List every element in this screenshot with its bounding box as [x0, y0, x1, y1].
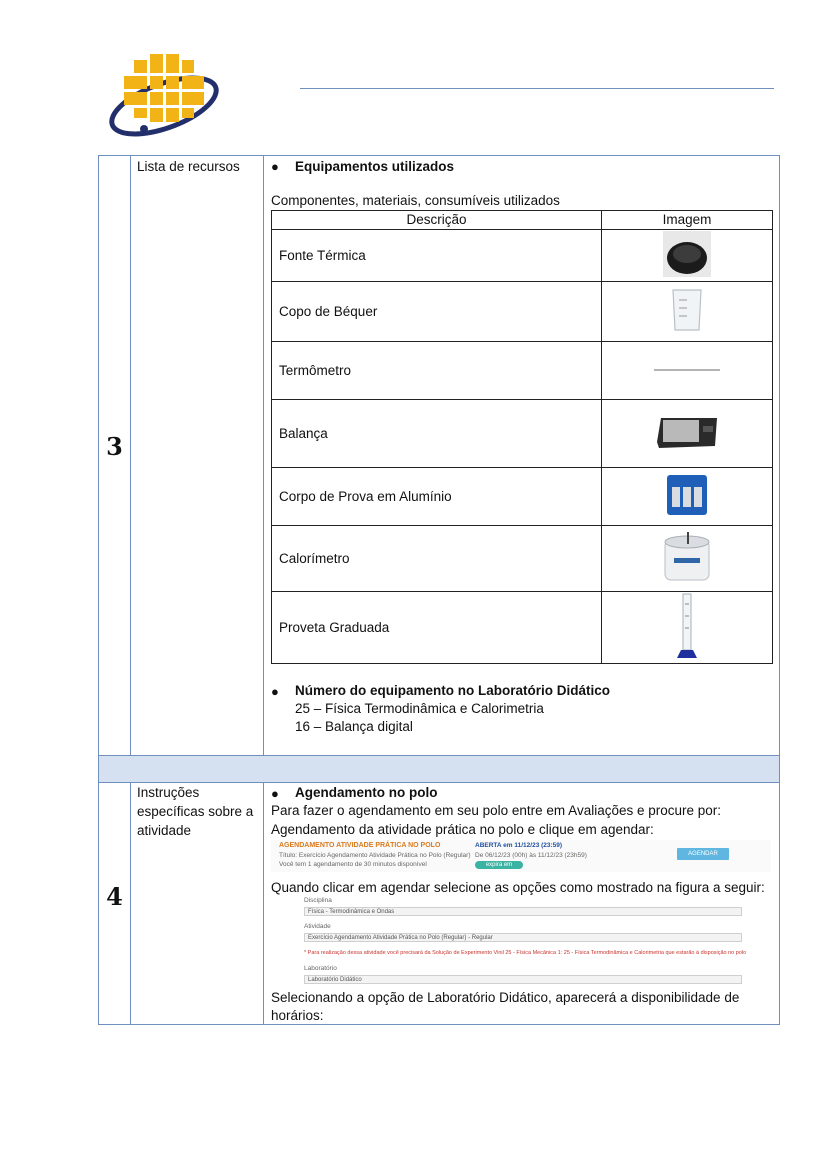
table-row	[272, 526, 773, 592]
field-label: Atividade	[304, 923, 331, 930]
bullet: ●	[271, 786, 279, 801]
instruction-text: Agendamento da atividade prática no polo e clique em agendar:	[271, 822, 654, 837]
selection-screenshot	[304, 897, 747, 987]
lab-item: 16 – Balança digital	[295, 719, 413, 734]
table-row	[272, 282, 773, 342]
screenshot-text: Você tem 1 agendamento de 30 minutos disponível	[279, 861, 427, 868]
thermometer-photo-icon	[652, 365, 722, 375]
row-number: 3	[106, 432, 123, 461]
instruction-text: Selecionando a opção de Laboratório Didático, aparecerá a disponibilidade de	[271, 990, 740, 1005]
graduated-cylinder-photo-icon	[672, 592, 702, 660]
equipment-heading: Equipamentos utilizados	[295, 159, 455, 174]
components-title: Componentes, materiais, consumíveis utilizados	[271, 193, 560, 208]
scheduling-screenshot	[271, 840, 771, 876]
table-row	[272, 592, 773, 664]
discipline-select[interactable]: Física - Termodinâmica e Ondas	[304, 907, 742, 916]
screenshot-status: ABERTA em 11/12/23 (23:59)	[475, 842, 563, 849]
screenshot-title: AGENDAMENTO ATIVIDADE PRÁTICA NO POLO	[279, 842, 441, 849]
table-header-image: Imagem	[602, 211, 773, 230]
activity-select[interactable]: Exercício Agendamento Atividade Prática no Polo (Regular) - Regular	[304, 933, 742, 942]
row-label: Lista de recursos	[137, 159, 240, 174]
row-divider	[99, 755, 779, 756]
screenshot-text: Título: Exercício Agendamento Atividade Prática no Polo (Regular)	[279, 852, 471, 859]
instruction-text: Para fazer o agendamento em seu polo entre em Avaliações e procure por:	[271, 803, 722, 818]
row-label: Instruções específicas sobre a atividade	[137, 785, 254, 838]
item-name: Fonte Térmica	[272, 230, 602, 282]
item-name: Copo de Béquer	[272, 282, 602, 342]
item-name: Termômetro	[272, 342, 602, 400]
bullet: ●	[271, 159, 279, 174]
schedule-button[interactable]: AGENDAR	[677, 848, 729, 860]
laboratory-select[interactable]: Laboratório Didático	[304, 975, 742, 984]
field-label: Laboratório	[304, 965, 337, 972]
separator-band	[99, 755, 779, 782]
table-row	[272, 230, 773, 282]
aluminum-specimen-photo-icon	[665, 473, 709, 517]
scale-photo-icon	[655, 412, 719, 452]
item-name: Proveta Graduada	[272, 592, 602, 664]
item-name: Calorímetro	[272, 526, 602, 592]
globe-logo-icon	[108, 50, 226, 138]
beaker-photo-icon	[667, 286, 707, 334]
row-number: 4	[106, 882, 123, 911]
lab-item: 25 – Física Termodinâmica e Calorimetria	[295, 701, 544, 716]
bullet: ●	[271, 684, 279, 699]
column-divider	[130, 156, 131, 1024]
scheduling-heading: Agendamento no polo	[295, 785, 438, 800]
table-row	[272, 342, 773, 400]
requirement-note: * Para realização dessa atividade você precisará da Solução de Experimento Vinil 25 - Física Mecânica 1: 25 - Física Termodinâmica e Calorimetria que estarão à disposição no polo	[304, 950, 747, 956]
column-divider	[263, 156, 264, 1024]
field-label: Disciplina	[304, 897, 332, 904]
table-row	[272, 468, 773, 526]
table-row	[272, 400, 773, 468]
instruction-text: horários:	[271, 1008, 324, 1023]
heat-source-photo-icon	[662, 230, 712, 278]
header-rule	[300, 88, 774, 89]
content-table	[98, 155, 780, 1025]
screenshot-text: De 06/12/23 (00h) às 11/12/23 (23h59)	[475, 852, 587, 859]
instruction-text: Quando clicar em agendar selecione as opções como mostrado na figura a seguir:	[271, 880, 765, 895]
table-header-description: Descrição	[272, 211, 602, 230]
item-name: Corpo de Prova em Alumínio	[272, 468, 602, 526]
calorimeter-photo-icon	[660, 530, 714, 584]
resources-table	[271, 210, 773, 664]
lab-heading: Número do equipamento no Laboratório Didático	[295, 683, 611, 698]
item-name: Balança	[272, 400, 602, 468]
expiry-badge: expira em 11/12/23	[475, 861, 523, 869]
